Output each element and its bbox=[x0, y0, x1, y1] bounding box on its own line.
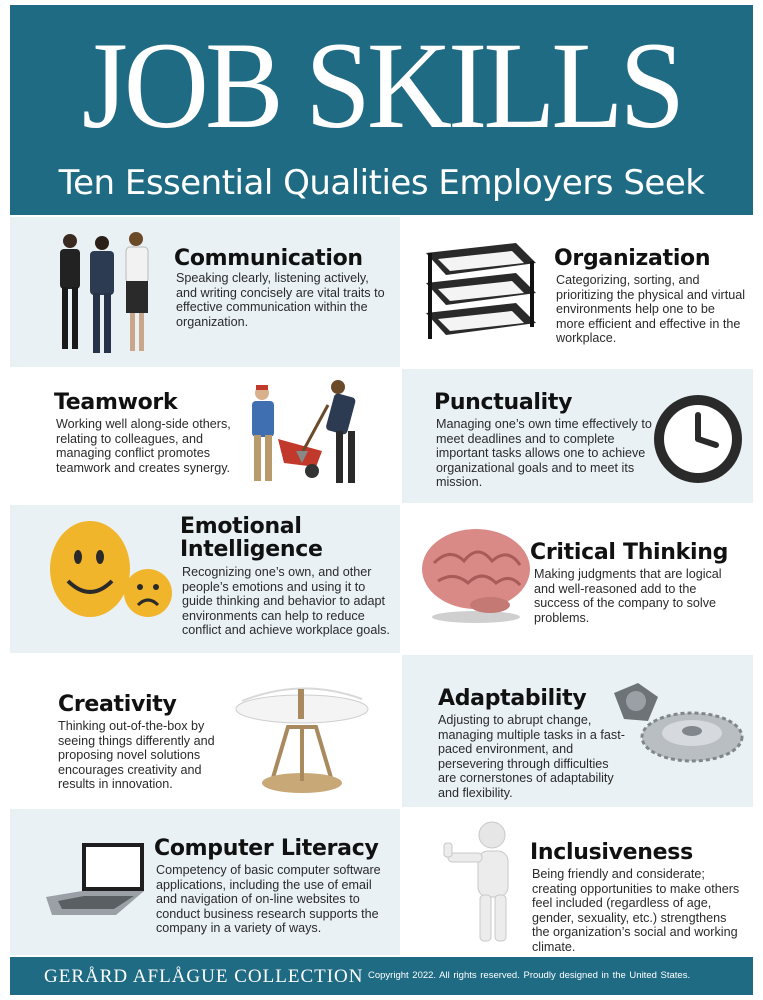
skill-card-inclusiveness bbox=[402, 809, 753, 955]
business-people-icon bbox=[50, 229, 160, 359]
brand-name: GERÅRD AFLÅGUE COLLECTION bbox=[44, 966, 364, 987]
laptop-icon bbox=[44, 839, 152, 919]
skill-title: Critical Thinking bbox=[530, 540, 729, 565]
skill-card-critical-thinking bbox=[402, 505, 753, 653]
brain-icon bbox=[420, 527, 536, 627]
skill-description: Working well along-side others, relating to colleagues, and managing conflict promotes teamwork and creates synergy. bbox=[56, 417, 231, 475]
skill-title: Creativity bbox=[58, 692, 177, 717]
skill-card-creativity bbox=[10, 655, 400, 807]
copyright-notice: Copyright 2022. All rights reserved. Proudly designed in the United States. bbox=[368, 970, 691, 981]
skill-card-adaptability bbox=[402, 655, 753, 807]
gears-icon bbox=[608, 675, 744, 775]
skill-description: Speaking clearly, listening actively, and writing concisely are vital traits to effective communication within the organization. bbox=[176, 271, 385, 329]
clock-icon bbox=[650, 391, 746, 487]
skill-description: Being friendly and considerate; creating opportunities to make others feel included (regardless of age, gender, sexuality, etc.) strengthens the organization’s social and working climate. bbox=[532, 867, 740, 954]
skill-card-teamwork bbox=[10, 369, 400, 503]
skill-description: Competency of basic computer software applications, including the use of email and navigation of on-line websites to conduct business research supports the company in a variety of ways. bbox=[156, 863, 381, 936]
smiley-faces-icon bbox=[46, 515, 176, 625]
flying-machine-icon bbox=[232, 671, 372, 801]
skill-card-punctuality bbox=[402, 369, 753, 503]
figure-thumbs-up-icon bbox=[442, 819, 528, 949]
header-banner bbox=[10, 5, 753, 215]
skill-title: Inclusiveness bbox=[530, 840, 693, 865]
skill-description: Making judgments that are logical and well-reasoned add to the success of the company to solve problems. bbox=[534, 567, 722, 625]
skill-title: Emotional Intelligence bbox=[180, 514, 323, 562]
skills-grid bbox=[10, 217, 753, 955]
skill-card-computer-literacy bbox=[10, 809, 400, 955]
poster-title: JOB SKILLS bbox=[81, 16, 682, 155]
skill-card-organization bbox=[402, 217, 753, 367]
skill-description: Thinking out-of-the-box by seeing things differently and proposing novel solutions encourages creativity and results in innovation. bbox=[58, 719, 215, 792]
footer-bar bbox=[10, 957, 753, 995]
skill-card-communication bbox=[10, 217, 400, 367]
skill-title: Teamwork bbox=[54, 390, 178, 415]
skill-description: Recognizing one’s own, and other people’s emotions and using it to guide thinking and behavior to adapt environments can help to reduce conflict and achieve workplace goals. bbox=[182, 565, 390, 638]
skill-description: Managing one’s own time effectively to meet deadlines and to complete important tasks allows one to achieve organizational goals and to meet its mission. bbox=[436, 417, 652, 490]
skill-title: Punctuality bbox=[434, 390, 573, 415]
skill-description: Adjusting to abrupt change, managing multiple tasks in a fast-paced environment, and persevering through difficulties are cornerstones of adaptability and flexibility. bbox=[438, 713, 625, 800]
skill-description: Categorizing, sorting, and prioritizing the physical and virtual environments help one to be more efficient and effective in the workplace. bbox=[556, 273, 745, 346]
skill-title: Communication bbox=[174, 246, 363, 271]
skill-title: Organization bbox=[554, 246, 711, 271]
skill-title: Adaptability bbox=[438, 686, 587, 711]
skill-card-emotional-intelligence bbox=[10, 505, 400, 653]
poster-subtitle: Ten Essential Qualities Employers Seek bbox=[58, 163, 705, 203]
skill-title: Computer Literacy bbox=[154, 836, 379, 861]
paper-tray-icon bbox=[416, 233, 538, 353]
workers-icon bbox=[232, 373, 382, 501]
